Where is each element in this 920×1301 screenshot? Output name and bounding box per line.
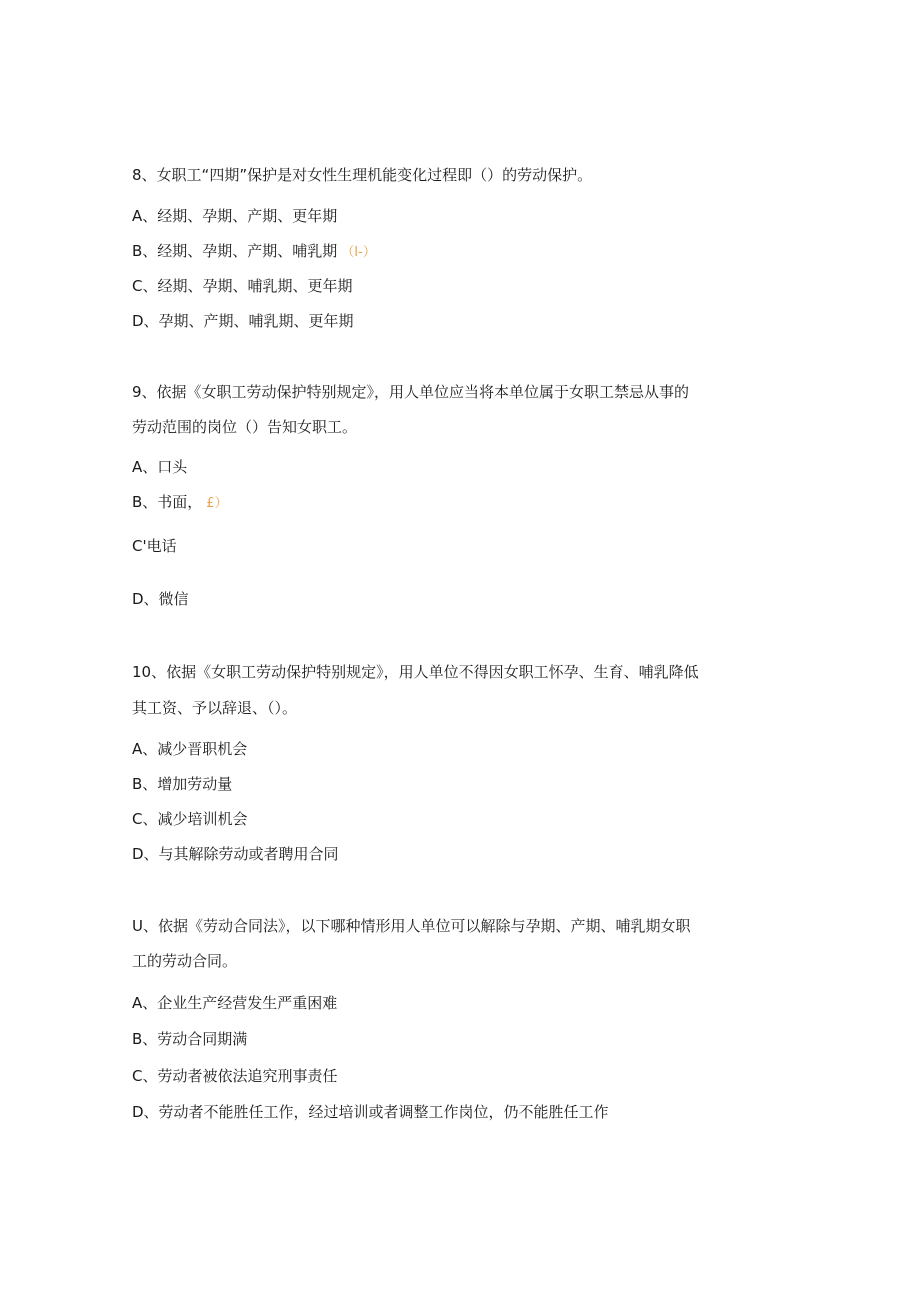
question-10-stem-line-2: 其工资、予以辞退、（）。 [132, 699, 298, 717]
question-8-stem: 8、女职工“四期”保护是对女性生理机能变化过程即（）的劳动保护。 [132, 166, 593, 184]
answer-mark: £） [206, 496, 228, 511]
question-11-stem-line-2: 工的劳动合同。 [132, 952, 238, 970]
question-9-stem-line-2: 劳动范围的岗位（）告知女职工。 [132, 418, 358, 436]
question-11-option-a: A、企业生产经营发生严重困难 [132, 994, 338, 1012]
question-8-option-a: A、经期、孕期、产期、更年期 [132, 207, 338, 225]
question-9-option-b [132, 492, 228, 514]
question-11-option-c: C、劳动者被依法追究刑事责任 [132, 1067, 338, 1085]
answer-mark: （I-） [341, 245, 376, 260]
question-11-option-b: B、劳动合同期满 [132, 1030, 248, 1048]
question-8-option-b [132, 241, 376, 263]
question-10-option-c: C、减少培训机会 [132, 810, 248, 828]
question-8-option-c: C、经期、孕期、哺乳期、更年期 [132, 277, 353, 295]
question-10-option-b: B、增加劳动量 [132, 775, 233, 793]
question-10-stem-line-1: 10、依据《女职工劳动保护特别规定》，用人单位不得因女职工怀孕、生育、哺乳降低 [132, 663, 699, 681]
question-10-option-a: A、减少晋职机会 [132, 740, 248, 758]
question-11-stem-line-1: U、依据《劳动合同法》，以下哪种情形用人单位可以解除与孕期、产期、哺乳期女职 [132, 917, 691, 935]
question-8-option-d: D、孕期、产期、哺乳期、更年期 [132, 312, 354, 330]
question-9-option-d: D、微信 [132, 590, 189, 608]
question-9-option-c: C'电话 [132, 537, 177, 555]
question-10-option-d: D、与其解除劳动或者聘用合同 [132, 845, 339, 863]
option-text: B、书面， [132, 493, 203, 511]
question-11-option-d: D、劳动者不能胜任工作，经过培训或者调整工作岗位，仍不能胜任工作 [132, 1103, 609, 1121]
question-9-option-a: A、口头 [132, 458, 188, 476]
question-9-stem-line-1: 9、依据《女职工劳动保护特别规定》，用人单位应当将本单位属于女职工禁忌从事的 [132, 383, 690, 401]
option-text: B、经期、孕期、产期、哺乳期 [132, 242, 338, 260]
